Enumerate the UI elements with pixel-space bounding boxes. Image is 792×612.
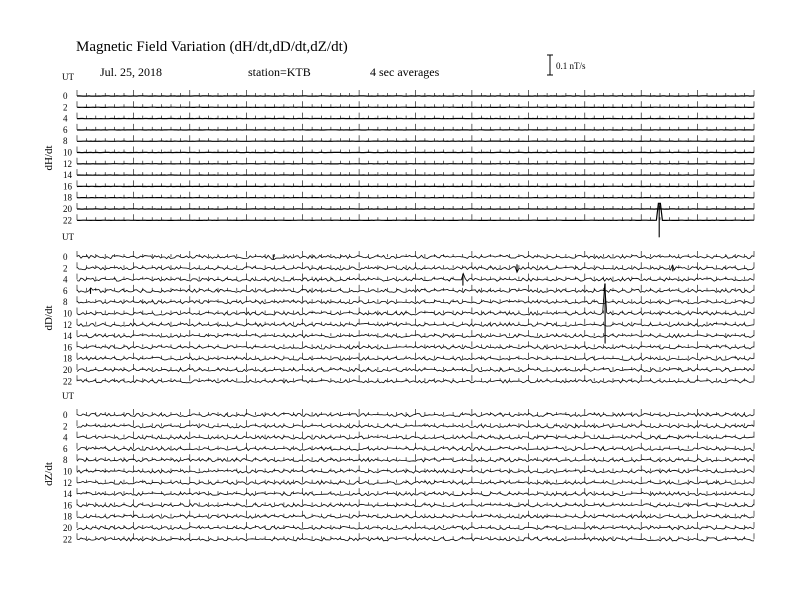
hour-tick-label: 12 <box>63 319 72 330</box>
station-label: station=KTB <box>248 65 311 79</box>
scale-bar <box>547 55 553 75</box>
panel-dh-dt <box>43 72 754 237</box>
date-label: Jul. 25, 2018 <box>100 65 163 79</box>
scale-bar-label: 0.1 nT/s <box>556 61 586 71</box>
hour-tick-label: 16 <box>63 500 72 511</box>
hour-tick-label: 22 <box>63 534 72 545</box>
hour-tick-label: 2 <box>63 421 68 432</box>
hour-tick-label: 12 <box>63 158 72 169</box>
hour-tick-label: 2 <box>63 102 68 113</box>
hour-tick-label: 20 <box>63 523 72 533</box>
hour-tick-label: 10 <box>63 147 72 158</box>
hour-tick-label: 8 <box>63 136 68 147</box>
panel-dz-dt <box>43 391 754 544</box>
hour-tick-label: 14 <box>63 170 72 181</box>
ut-label: UT <box>62 72 74 82</box>
hour-tick-label: 20 <box>63 365 72 375</box>
hour-tick-label: 22 <box>63 215 72 226</box>
hour-tick-label: 6 <box>63 124 68 135</box>
hour-tick-label: 16 <box>63 181 72 192</box>
hour-tick-label: 12 <box>63 477 72 488</box>
hour-tick-label: 4 <box>63 432 68 443</box>
hour-tick-label: 0 <box>63 91 68 101</box>
hour-tick-label: 14 <box>63 331 72 342</box>
hour-tick-label: 0 <box>63 410 68 420</box>
hour-tick-label: 4 <box>63 113 68 124</box>
panel-name: dD/dt <box>43 305 55 331</box>
hour-tick-label: 16 <box>63 342 72 353</box>
hour-tick-label: 6 <box>63 285 68 296</box>
hour-tick-label: 10 <box>63 308 72 319</box>
hour-tick-label: 8 <box>63 297 68 308</box>
panel-dd-dt <box>43 232 754 386</box>
hour-tick-label: 22 <box>63 376 72 387</box>
hour-tick-label: 10 <box>63 466 72 477</box>
hour-tick-label: 18 <box>63 192 72 203</box>
ut-label: UT <box>62 391 74 401</box>
averaging-label: 4 sec averages <box>370 65 440 79</box>
panel-name: dZ/dt <box>43 462 55 486</box>
hour-tick-label: 6 <box>63 443 68 454</box>
ut-label: UT <box>62 232 74 242</box>
hour-tick-label: 18 <box>63 511 72 522</box>
hour-tick-label: 20 <box>63 204 72 214</box>
hour-tick-label: 2 <box>63 263 68 274</box>
hour-tick-label: 14 <box>63 489 72 500</box>
hour-tick-label: 0 <box>63 252 68 262</box>
hour-tick-label: 4 <box>63 274 68 285</box>
panel-name: dH/dt <box>43 145 55 171</box>
hour-tick-label: 18 <box>63 353 72 364</box>
hour-tick-label: 8 <box>63 455 68 466</box>
chart-title: Magnetic Field Variation (dH/dt,dD/dt,dZ/dt) <box>76 39 348 55</box>
